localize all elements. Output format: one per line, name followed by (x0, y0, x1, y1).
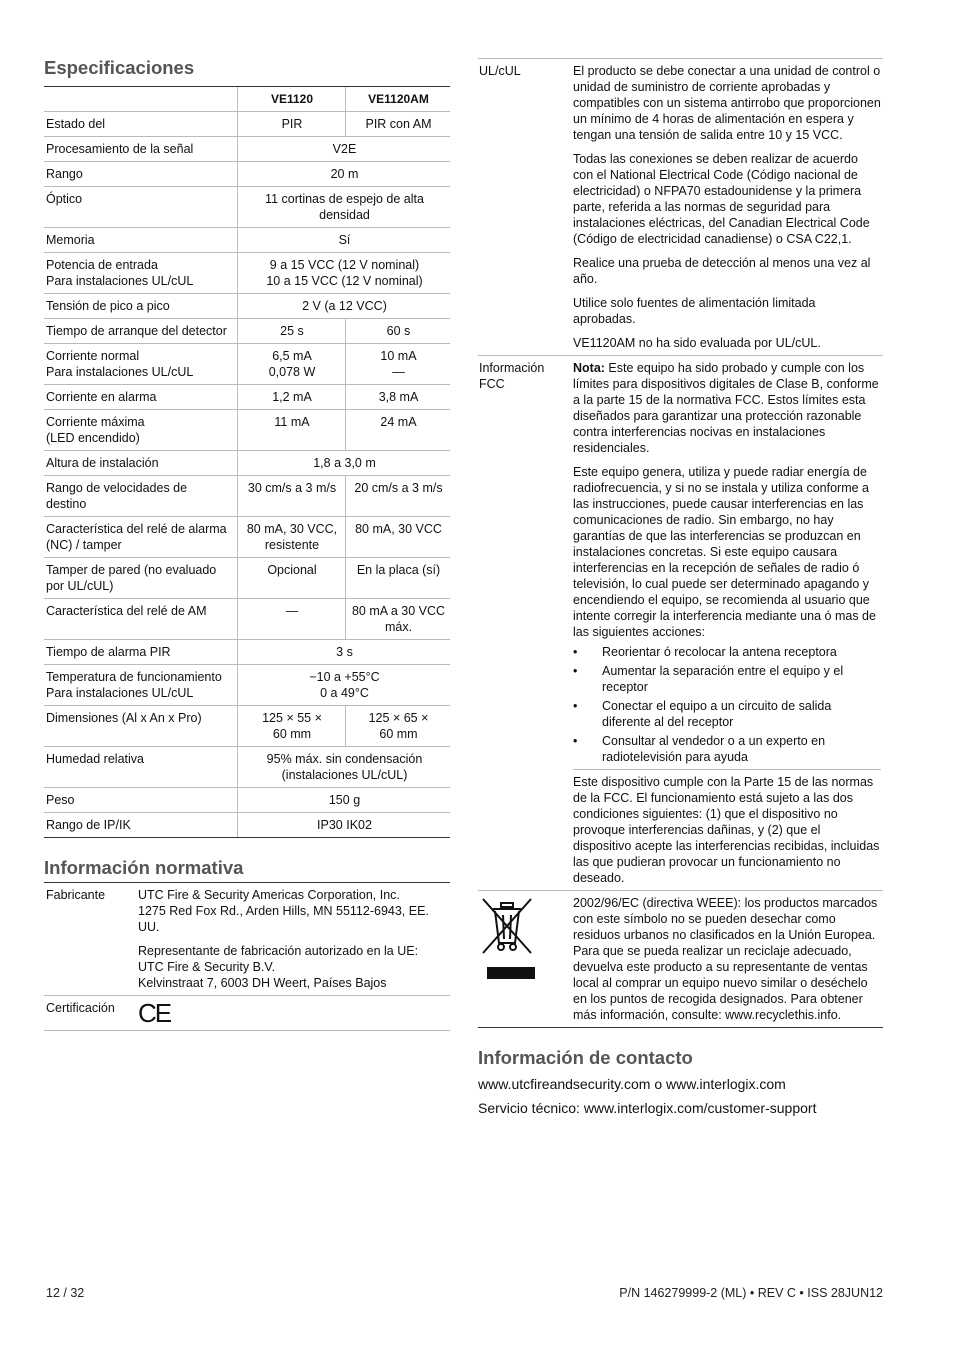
spec-label: Óptico (44, 187, 238, 228)
spec-value: 3 s (238, 640, 451, 665)
ulcul-para: Realice una prueba de detección al menos una vez al año. (573, 256, 871, 286)
spec-value: V2E (238, 137, 451, 162)
col-ve1120am: VE1120AM (346, 87, 451, 112)
table-row (44, 228, 450, 253)
table-row (44, 747, 450, 788)
table-row (44, 558, 450, 599)
spec-value-ve1120am: 125 × 65 × 60 mm (346, 706, 451, 747)
spec-value: 2 V (a 12 VCC) (238, 294, 451, 319)
spec-label: Rango de velocidades de destino (44, 476, 238, 517)
table-row (44, 788, 450, 813)
spec-label: Temperatura de funcionamiento Para instalaciones UL/cUL (44, 665, 238, 706)
spec-value-ve1120am: 24 mA (346, 410, 451, 451)
fabricante-row (44, 883, 450, 996)
spec-value-ve1120am: En la placa (sí) (346, 558, 451, 599)
spec-value: 95% máx. sin condensación (instalaciones UL/cUL) (238, 747, 451, 788)
fcc-para2: Este equipo genera, utiliza y puede radiar energía de radiofrecuencia, y si no se instala y utiliza conforme a las instrucciones, puede causar interferencias en las comunicaciones de radio. Sin embargo, no hay garantías de que las interferencias se produzcan en instalaciones concretas. Si este equipo causara interferencias en la recepción de señales de radio ó televisión, lo cual puede ser determinado apagando y encendiendo el equipo, se recomienda al usuario que intente corregir la interferencia mediante una ó mas de las siguientes acciones: (573, 465, 876, 639)
ulcul-para: VE1120AM no ha sido evaluada por UL/cUL. (573, 336, 821, 350)
page-number: 12 / 32 (46, 1286, 85, 1300)
fcc-note (573, 360, 881, 456)
spec-label: Estado del (44, 112, 238, 137)
fcc-para3: Este dispositivo cumple con la Parte 15 de las normas de la FCC. El funcionamiento está sujeto a las dos condiciones siguientes: (1) que el dispositivo no provoque interferencias dañinas, y (2) que el dispositivo acepte las interferencias recibidas, incluidas las que pudieran provocar un funcionamiento no deseado. (573, 769, 881, 886)
ulcul-para: Todas las conexiones se deben realizar de acuerdo con el National Electrical Code (Código nacional de electricidad) o NFPA70 estadounidense y la primera parte, referida a las normas de seguridad para instalaciones eléctricas, del Canadian Electrical Code (Código de electricidad canadiense) o CSA C22,1. (573, 152, 870, 246)
right-column (478, 58, 883, 1118)
spec-value-ve1120am: 10 mA — (346, 344, 451, 385)
table-row (44, 451, 450, 476)
certificacion-label: Certificación (44, 996, 136, 1031)
spec-label: Característica del relé de alarma (NC) / tamper (44, 517, 238, 558)
spec-value-ve1120: 6,5 mA 0,078 W (238, 344, 346, 385)
table-row (44, 599, 450, 640)
spec-value-ve1120: 25 s (238, 319, 346, 344)
spec-value-ve1120am: 3,8 mA (346, 385, 451, 410)
fabricante-label: Fabricante (44, 883, 136, 996)
table-row (44, 385, 450, 410)
spec-label: Tiempo de alarma PIR (44, 640, 238, 665)
ulcul-para: Utilice solo fuentes de alimentación limitada aprobadas. (573, 296, 816, 326)
table-row (44, 476, 450, 517)
spec-value-ve1120am: 80 mA a 30 VCC máx. (346, 599, 451, 640)
fcc-row (478, 356, 883, 891)
ulcul-row (478, 59, 883, 356)
spec-label: Memoria (44, 228, 238, 253)
spec-value: Sí (238, 228, 451, 253)
table-row (44, 517, 450, 558)
normativa-section (44, 856, 450, 1031)
contact-section (478, 1046, 883, 1118)
spec-value-ve1120: Opcional (238, 558, 346, 599)
table-row (44, 344, 450, 385)
table-row (44, 706, 450, 747)
spec-value: IP30 IK02 (238, 813, 451, 838)
normativa-heading: Información normativa (44, 857, 244, 878)
spec-label: Corriente máxima (LED encendido) (44, 410, 238, 451)
table-row (44, 410, 450, 451)
spec-label: Rango (44, 162, 238, 187)
table-row (44, 813, 450, 838)
normativa-table (44, 882, 450, 1031)
doc-reference: P/N 146279999-2 (ML) • REV C • ISS 28JUN12 (619, 1286, 883, 1300)
spec-label: Procesamiento de la señal (44, 137, 238, 162)
fcc-note-bold: Nota: (573, 361, 605, 375)
table-row (44, 253, 450, 294)
table-row (44, 665, 450, 706)
spec-value-ve1120am: 20 cm/s a 3 m/s (346, 476, 451, 517)
spec-label: Dimensiones (Al x An x Pro) (44, 706, 238, 747)
spec-label: Característica del relé de AM (44, 599, 238, 640)
col-ve1120: VE1120 (238, 87, 346, 112)
list-item: • Aumentar la separación entre el equipo y el receptor (573, 663, 881, 695)
fcc-bullets (573, 644, 881, 765)
spec-value-ve1120: PIR (238, 112, 346, 137)
spec-value-ve1120: — (238, 599, 346, 640)
spec-label: Corriente normal Para instalaciones UL/cUL (44, 344, 238, 385)
ulcul-label: UL/cUL (478, 59, 573, 356)
spec-label: Tamper de pared (no evaluado por UL/cUL) (44, 558, 238, 599)
contact-support: Servicio técnico: www.interlogix.com/customer-support (478, 1100, 817, 1116)
contact-heading: Información de contacto (478, 1047, 693, 1068)
table-row (44, 294, 450, 319)
spec-value-ve1120am: 80 mA, 30 VCC (346, 517, 451, 558)
list-item: • Reorientar ó recolocar la antena receptora (573, 644, 881, 660)
spec-value: 11 cortinas de espejo de alta densidad (238, 187, 451, 228)
ce-mark-icon: CE (138, 998, 171, 1028)
spec-value: −10 a +55°C 0 a 49°C (238, 665, 451, 706)
spec-label: Peso (44, 788, 238, 813)
weee-bin-icon (479, 972, 541, 986)
spec-value-ve1120: 11 mA (238, 410, 346, 451)
list-item: • Consultar al vendedor o a un experto en radiotelevisión para ayuda (573, 733, 881, 765)
spec-label: Humedad relativa (44, 747, 238, 788)
spec-label: Corriente en alarma (44, 385, 238, 410)
spec-value-ve1120am: PIR con AM (346, 112, 451, 137)
specs-heading: Especificaciones (44, 57, 195, 78)
spec-value-ve1120: 30 cm/s a 3 m/s (238, 476, 346, 517)
table-row (44, 640, 450, 665)
spec-label: Altura de instalación (44, 451, 238, 476)
fcc-label: Información FCC (478, 356, 573, 891)
spec-value: 1,8 a 3,0 m (238, 451, 451, 476)
spec-value-ve1120: 1,2 mA (238, 385, 346, 410)
fcc-note-text: Este equipo ha sido probado y cumple con los límites para dispositivos digitales de Clase B, conforme a la parte 15 de la normativa FCC. Estos límites esta diseñados para garantizar una protección razonable contra interferencias nocivas en instalaciones residenciales. (573, 361, 879, 455)
spec-label: Tensión de pico a pico (44, 294, 238, 319)
list-item: • Conectar el equipo a un circuito de salida diferente al del receptor (573, 698, 881, 730)
spec-value-ve1120: 80 mA, 30 VCC, resistente (238, 517, 346, 558)
table-row (44, 137, 450, 162)
table-row (44, 319, 450, 344)
eu-representative: Representante de fabricación autorizado en la UE: UTC Fire & Security B.V. Kelvinstraat 7, 6003 DH Weert, Países Bajos (138, 944, 419, 990)
ulcul-para: El producto se debe conectar a una unidad de control o unidad de suministro de corriente aprobadas y compatibles con un sistema antirrobo que proporcionen un mínimo de 4 horas de alimentación en espera y tengan una tensión de salida entre 10 y 15 VCC. (573, 64, 881, 142)
spec-value: 150 g (238, 788, 451, 813)
spec-label: Rango de IP/IK (44, 813, 238, 838)
spec-value: 9 a 15 VCC (12 V nominal) 10 a 15 VCC (12 V nominal) (238, 253, 451, 294)
fabricante-address: UTC Fire & Security Americas Corporation, Inc. 1275 Red Fox Rd., Arden Hills, MN 55112-6943, EE. UU. (138, 888, 429, 934)
contact-websites: www.utcfireandsecurity.com o www.interlogix.com (478, 1076, 786, 1092)
table-row (44, 112, 450, 137)
weee-text: 2002/96/EC (directiva WEEE): los productos marcados con este símbolo no se pueden desechar como residuos urbanos no clasificados en la Unión Europea. Para que se pueda realizar un reciclaje adecuado, devuelva este producto a su representante de ventas local al comprar un equipo nuevo similar o deséchelo en los puntos de recogida designados. Para obtener más información, consulte: www.recyclethis.info. (573, 891, 883, 1028)
spec-label: Potencia de entrada Para instalaciones UL/cUL (44, 253, 238, 294)
weee-row (478, 891, 883, 1028)
specs-table (44, 86, 450, 838)
table-row (44, 187, 450, 228)
spec-value-ve1120am: 60 s (346, 319, 451, 344)
table-row (44, 162, 450, 187)
spec-value: 20 m (238, 162, 451, 187)
spec-value-ve1120: 125 × 55 × 60 mm (238, 706, 346, 747)
certificacion-row (44, 996, 450, 1031)
specs-header-row (44, 87, 450, 112)
left-column (44, 56, 450, 1031)
spec-label: Tiempo de arranque del detector (44, 319, 238, 344)
regulatory-table (478, 58, 883, 1028)
